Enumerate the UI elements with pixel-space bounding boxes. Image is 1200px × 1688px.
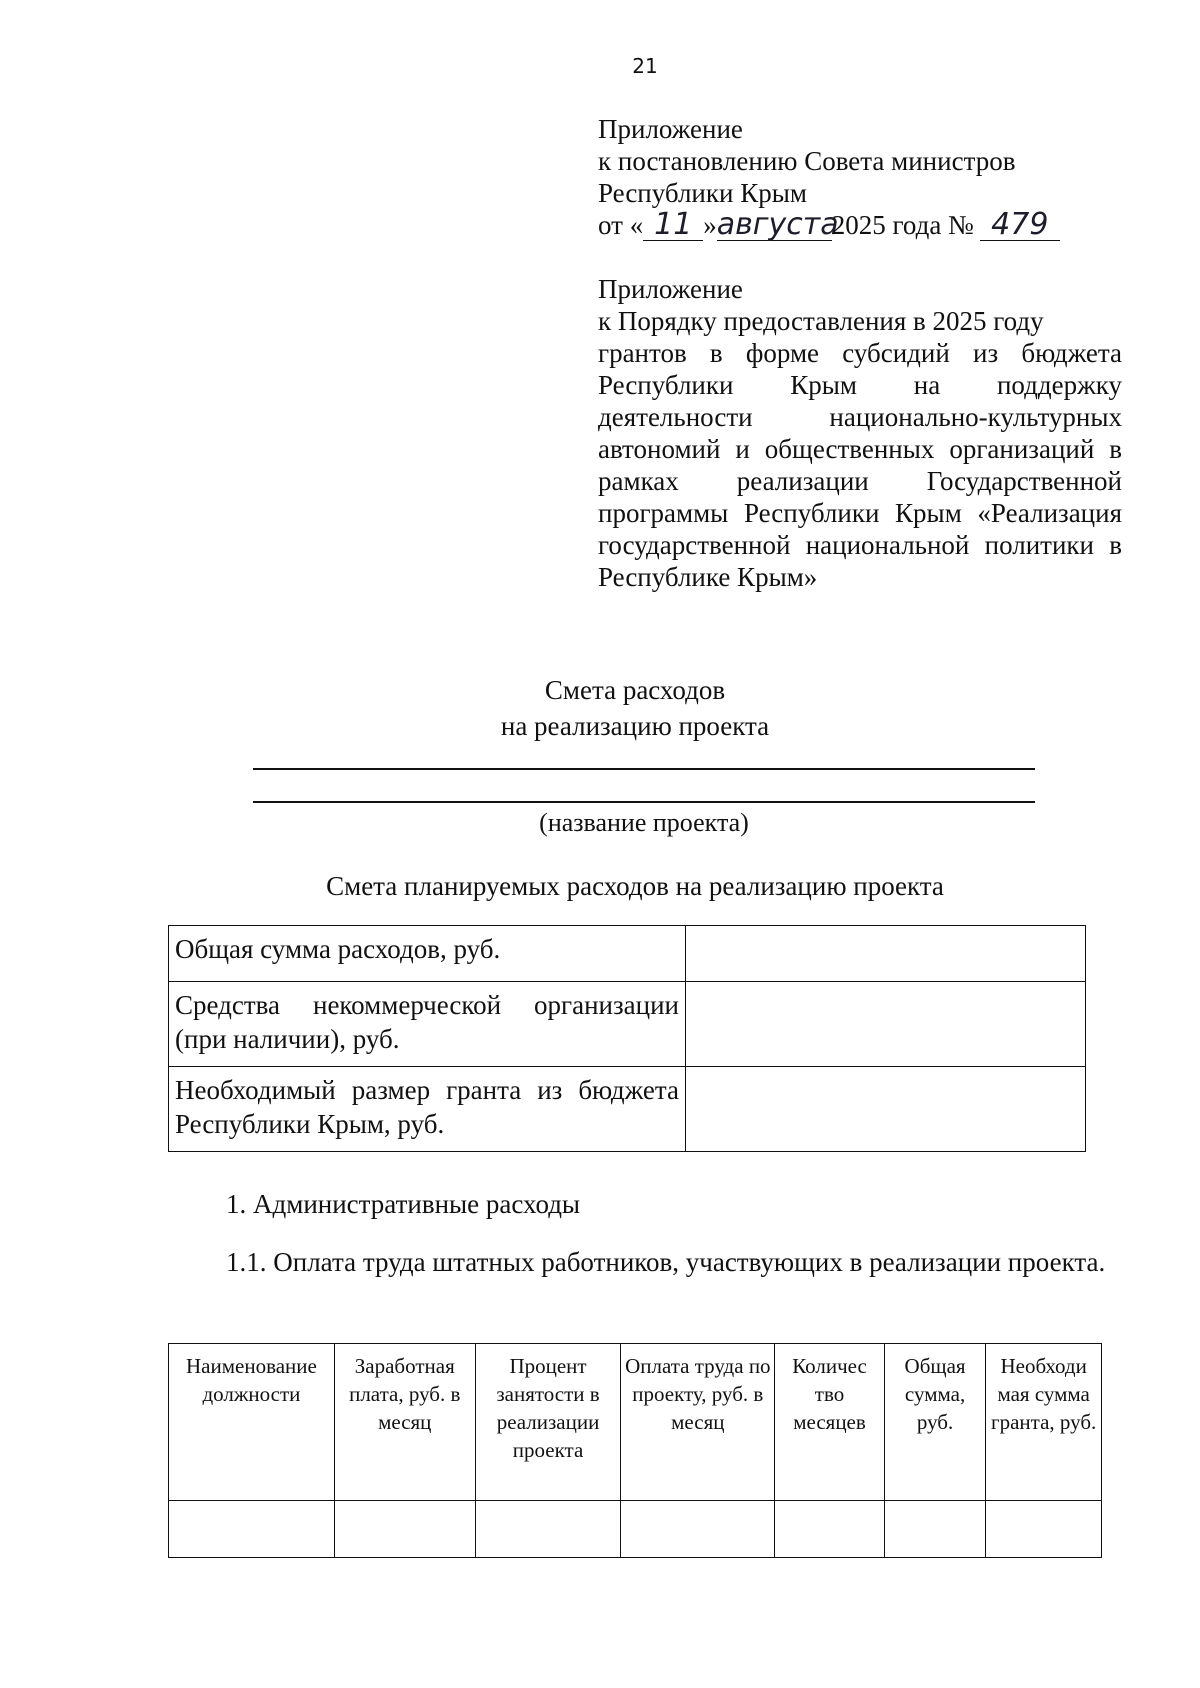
column-header: Необходи мая сумма гранта, руб. (986, 1344, 1102, 1501)
appendix-order-line: Республики Крым на поддержку (598, 370, 1122, 400)
summary-label: Средства некоммерческой организации (при наличии), руб. (169, 982, 686, 1067)
column-header: Общая сумма, руб. (884, 1344, 986, 1501)
column-header: Количес тво месяцев (775, 1344, 885, 1501)
appendix-order-line: Республике Крым» (598, 562, 818, 592)
page-number: 21 (632, 54, 658, 78)
table-cell[interactable] (884, 1501, 986, 1558)
table-row (169, 926, 1086, 982)
appendix-order-line: программы Республики Крым «Реализация (598, 498, 1122, 528)
table-cell[interactable] (334, 1501, 475, 1558)
estimate-subtitle: Смета планируемых расходов на реализацию проекта (326, 871, 944, 901)
appendix-resolution-line: к постановлению Совета министров (598, 146, 1016, 176)
appendix-order-line: государственной национальной политики в (598, 530, 1122, 560)
project-name-caption: (название проекта) (539, 808, 749, 837)
table-cell[interactable] (775, 1501, 885, 1558)
section-heading: 1. Административные расходы (226, 1189, 581, 1219)
project-name-line (253, 768, 1035, 770)
summary-value-cell[interactable] (686, 982, 1086, 1067)
appendix-order-line: рамках реализации Государственной (598, 466, 1122, 496)
date-mid: » (703, 210, 717, 240)
summary-label: Общая сумма расходов, руб. (169, 926, 686, 982)
appendix-republic-line: Республики Крым (598, 178, 807, 208)
summary-value-cell[interactable] (686, 926, 1086, 982)
appendix-order-line: деятельности национально-культурных (598, 402, 1122, 432)
column-header: Наименование должности (169, 1344, 335, 1501)
summary-value-cell[interactable] (686, 1067, 1086, 1152)
appendix-resolution-block (598, 113, 1122, 241)
appendix-title: Приложение (598, 114, 743, 144)
handwritten-month: августа (716, 207, 839, 242)
handwritten-doc-number: 479 (980, 210, 1060, 241)
date-year: 2025 года № (831, 210, 974, 240)
column-header: Процент занятости в реализации проекта (475, 1344, 621, 1501)
table-cell[interactable] (475, 1501, 621, 1558)
column-header: Заработная плата, руб. в месяц (334, 1344, 475, 1501)
estimate-title-sub: на реализацию проекта (500, 711, 770, 741)
table-cell[interactable] (621, 1501, 775, 1558)
summary-label: Необходимый размер гранта из бюджета Республики Крым, руб. (169, 1067, 686, 1152)
table-cell[interactable] (986, 1501, 1102, 1558)
column-header: Оплата труда по проекту, руб. в месяц (621, 1344, 775, 1501)
appendix-order-title: Приложение (598, 274, 743, 304)
section-paragraph: 1.1. Оплата труда штатных работников, участвующих в реализации проекта. (226, 1247, 1106, 1277)
appendix-order-block (598, 273, 1122, 593)
summary-table (168, 925, 1086, 1152)
table-header-row (169, 1344, 1102, 1501)
table-cell[interactable] (169, 1501, 335, 1558)
appendix-order-line: автономий и общественных организаций в (598, 434, 1122, 464)
appendix-date-line (598, 209, 1122, 241)
estimate-title: Смета расходов (544, 675, 726, 705)
table-row (169, 982, 1086, 1067)
appendix-order-line: грантов в форме субсидий из бюджета (598, 338, 1122, 368)
table-row (169, 1501, 1102, 1558)
date-prefix: от « (598, 210, 644, 240)
project-name-line (253, 801, 1035, 803)
staff-cost-table (168, 1343, 1102, 1558)
table-row (169, 1067, 1086, 1152)
appendix-order-line: к Порядку предоставления в 2025 году (598, 306, 1044, 336)
handwritten-day: 11 (643, 210, 703, 241)
